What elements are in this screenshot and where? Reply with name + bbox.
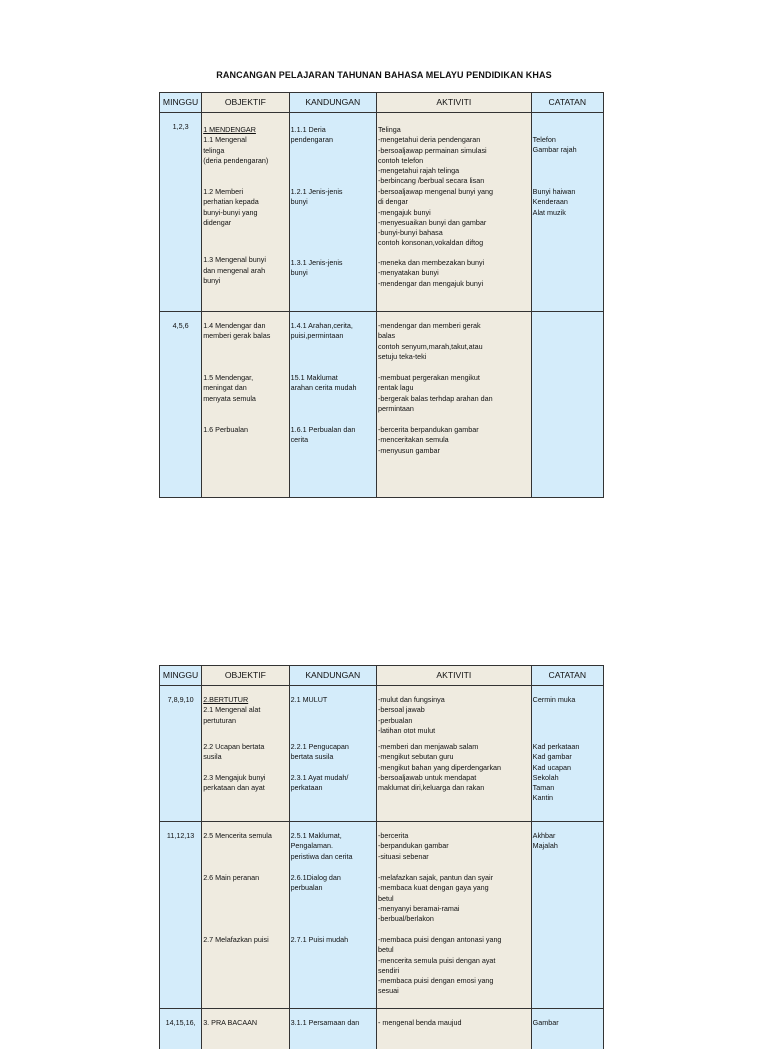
header-objektif: OBJEKTIF — [202, 93, 289, 113]
minggu-cell: 11,12,13 — [160, 822, 202, 1009]
objektif-text: 1.1 Mengenal telinga (deria pendengaran) — [203, 135, 269, 165]
minggu-cell: 1,2,3 — [160, 113, 202, 312]
kandungan-text: 1.2.1 Jenis-jenis bunyi — [290, 187, 343, 207]
header-catatan: CATATAN — [531, 666, 603, 686]
kandungan-text: 1.1.1 Deria pendengaran — [290, 125, 333, 145]
catatan-text: Kad perkataan Kad gambar Kad ucapan Sekolah Taman Kantin — [532, 742, 580, 803]
header-kandungan: KANDUNGAN — [289, 666, 376, 686]
objektif-text: 2.7 Melafazkan puisi — [203, 935, 269, 944]
objektif-text: 1.2 Memberi perhatian kepada bunyi-bunyi yang didengar — [203, 187, 259, 228]
header-catatan: CATATAN — [531, 93, 603, 113]
aktiviti-text: -meneka dan membezakan bunyi -menyatakan bunyi -mendengar dan mengajuk bunyi — [377, 258, 485, 288]
kandungan-text: 2.1 MULUT — [290, 695, 328, 704]
lesson-plan-table-1 — [159, 92, 604, 498]
objektif-text: 2.2 Ucapan bertata susila 2.3 Mengajuk bunyi perkataan dan ayat — [203, 742, 266, 793]
aktiviti-text: -bersoaljawap mengenal bunyi yang di dengar -mengajuk bunyi -menyesuaikan bunyi dan gambar -bunyi-bunyi bahasa contoh konsonan,vokaldan diftog — [377, 187, 494, 248]
catatan-text: Telefon Gambar rajah — [532, 135, 577, 155]
header-minggu: MINGGU — [160, 93, 202, 113]
section-heading: 1 MENDENGAR — [203, 125, 256, 134]
kandungan-text: 3.1.1 Persamaan dan — [290, 1018, 360, 1027]
objektif-text: 1.5 Mendengar, meningat dan menyata semula — [203, 373, 256, 403]
minggu-cell: 4,5,6 — [160, 312, 202, 498]
table-row — [160, 686, 604, 822]
aktiviti-text: -memberi dan menjawab salam -mengikut sebutan guru -mengikut bahan yang diperdengarkan -bersoaljawab untuk mendapat maklumat diri,keluarga dan rakan — [377, 742, 502, 793]
minggu-cell: 7,8,9,10 — [160, 686, 202, 822]
table-row — [160, 822, 604, 1009]
kandungan-text: 1.4.1 Arahan,cerita, puisi,permintaan — [290, 321, 353, 341]
aktiviti-text: -melafazkan sajak, pantun dan syair -membaca kuat dengan gaya yang betul -menyanyi beramai-ramai -berbual/berlakon — [377, 873, 494, 924]
document-title: RANCANGAN PELAJARAN TAHUNAN BAHASA MELAYU PENDIDIKAN KHAS — [216, 70, 552, 80]
objektif-text: 1.3 Mengenal bunyi dan mengenal arah bunyi — [203, 255, 266, 285]
objektif-text: 1.6 Perbualan — [203, 425, 248, 434]
table-row — [160, 312, 604, 498]
aktiviti-text: Telinga -mengetahui deria pendengaran -bersoaljawap permainan simulasi contoh telefon -mengetahui rajah telinga -berbincang /berbual secara lisan — [377, 125, 487, 186]
aktiviti-text: -membaca puisi dengan antonasi yang betul -mencerita semula puisi dengan ayat sendiri -membaca puisi dengan emosi yang sesuai — [377, 935, 502, 996]
header-aktiviti: AKTIVITI — [376, 666, 531, 686]
objektif-text: 1.4 Mendengar dan memberi gerak balas — [203, 321, 271, 341]
kandungan-text: 2.7.1 Puisi mudah — [290, 935, 349, 944]
kandungan-text: 2.6.1Dialog dan perbualan — [290, 873, 341, 893]
catatan-text: Cermin muka — [532, 695, 576, 704]
catatan-text: Akhbar Majalah — [532, 831, 558, 851]
aktiviti-text: -mendengar dan memberi gerak balas contoh senyum,marah,takut,atau setuju teka-teki — [377, 321, 483, 361]
header-aktiviti: AKTIVITI — [376, 93, 531, 113]
catatan-cell — [531, 312, 603, 498]
header-minggu: MINGGU — [160, 666, 202, 686]
table-row — [160, 1009, 604, 1049]
kandungan-text: 2.2.1 Pengucapan bertata susila 2.3.1 Ayat mudah/ perkataan — [290, 742, 349, 793]
aktiviti-text: -bercerita berpandukan gambar -menceritakan semula -menyusun gambar — [377, 425, 479, 455]
objektif-text: 2.5 Mencerita semula — [203, 831, 272, 840]
aktiviti-text: -bercerita -berpandukan gambar -situasi sebenar — [377, 831, 449, 861]
minggu-cell: 14,15,16, — [160, 1009, 202, 1049]
kandungan-text: 1.3.1 Jenis-jenis bunyi — [290, 258, 343, 278]
kandungan-text: 15.1 Maklumat arahan cerita mudah — [290, 373, 357, 393]
aktiviti-text: -membuat pergerakan mengikut rentak lagu -bergerak balas terhdap arahan dan permintaan — [377, 373, 493, 413]
aktiviti-text: -mulut dan fungsinya -bersoal jawab -perbualan -latihan otot mulut — [377, 695, 445, 735]
kandungan-text: 2.5.1 Maklumat, Pengalaman. peristiwa dan cerita — [290, 831, 353, 861]
kandungan-text: 1.6.1 Perbualan dan cerita — [290, 425, 356, 445]
section-heading: 2.BERTUTUR — [203, 695, 249, 704]
objektif-text: 2.1 Mengenal alat pertuturan — [203, 705, 261, 725]
aktiviti-text: - mengenal benda maujud — [377, 1018, 462, 1027]
header-objektif: OBJEKTIF — [202, 666, 289, 686]
table-row — [160, 113, 604, 312]
objektif-text: 2.6 Main peranan — [203, 873, 260, 882]
header-kandungan: KANDUNGAN — [289, 93, 376, 113]
catatan-text: Bunyi haiwan Kenderaan Alat muzik — [532, 187, 576, 217]
catatan-text: Gambar — [532, 1018, 559, 1027]
lesson-plan-table-2 — [159, 665, 604, 1049]
objektif-text: 3. PRA BACAAN — [203, 1018, 258, 1027]
